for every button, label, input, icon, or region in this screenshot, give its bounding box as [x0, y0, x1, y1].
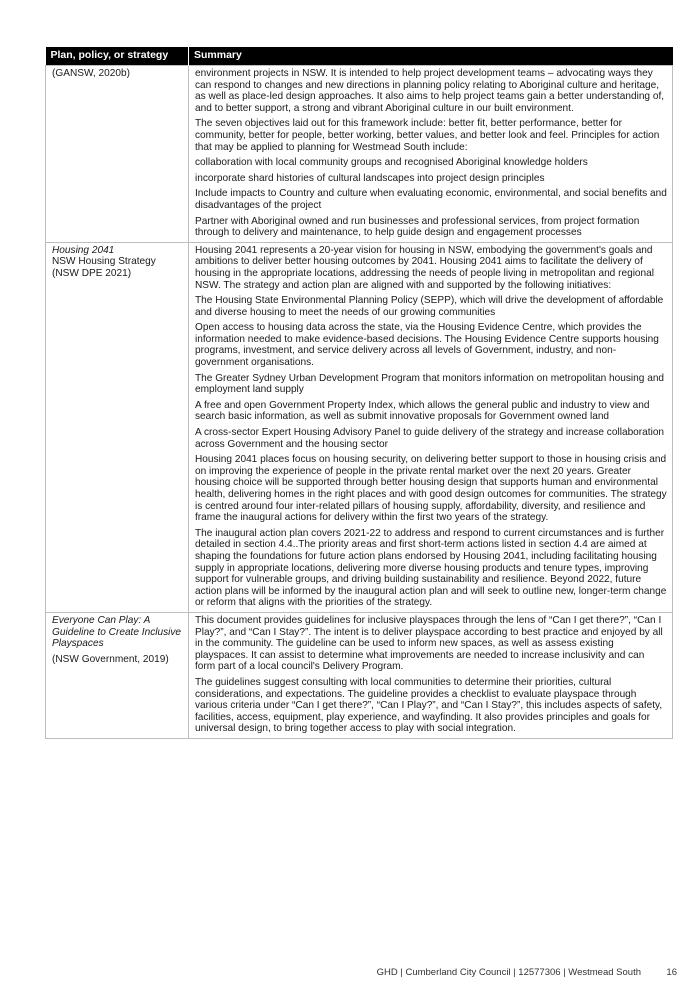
summary-paragraph: A free and open Government Property Index, which allows the general public and industry to view and search basic information, as well as submit innovative proposals for Government owned land	[195, 399, 650, 423]
footer-text: GHD | Cumberland City Council | 12577306 | Westmead South	[376, 967, 641, 978]
plan-title: Housing 2041	[52, 244, 115, 256]
summary-paragraph: This document provides guidelines for inclusive playspaces through the lens of “Can I get there?”, “Can I Play?”, and “Can I Stay?”. The intent is to deliver playspace according to best practice and enjoyed by all in the community. The guideline can be used to inform new spaces, as well as assess existing playspaces. It can assist to determine what improvements are needed to increase inclusivity and can form part of a local council's Delivery Program.	[195, 614, 663, 673]
summary-paragraph: The seven objectives laid out for this framework include: better fit, better performance, better for community, better for people, better working, better values, and better look and feel. Principles for action that may be applied to planning for Westmead South include:	[195, 118, 660, 153]
summary-cell	[189, 66, 673, 243]
summary-paragraph: Open access to housing data across the state, via the Housing Evidence Centre, which provides the information needed to make evidence-based decisions. The Housing Evidence Centre supports housing programs, investment, and service delivery across all levels of Government, industry, and non-government organisations.	[195, 322, 659, 369]
summary-paragraph: incorporate shard histories of cultural landscapes into project design principles	[195, 172, 545, 184]
policy-summary-table	[45, 47, 673, 739]
summary-paragraph: Partner with Aboriginal owned and run businesses and professional services, from project formation through to delivery and maintenance, to help guide design and engagement processes	[195, 215, 640, 239]
table-header-row	[46, 47, 673, 66]
document-page	[45, 47, 672, 739]
summary-paragraph: The inaugural action plan covers 2021-22 to address and respond to current circumstances and is further detailed in section 4.4..The priority areas and first short-term actions listed in section 4.4 are aimed at shaping the foundations for future action plans endorsed by Housing 2041, including facilitating housing supply in appropriate locations, delivering more diverse housing products and tenure types, improving support for vulnerable groups, and driving building sustainability and resilience. Beyond 2022, future action plans will be informed by the inaugural action plan and will seek to outline new, longer-term change or reform that aligns with the priorities of the strategy.	[195, 527, 667, 609]
summary-paragraph: A cross-sector Expert Housing Advisory Panel to guide delivery of the strategy and increase collaboration across Government and the housing sector	[195, 427, 665, 450]
plan-cell	[46, 66, 189, 243]
column-header-plan: Plan, policy, or strategy	[46, 47, 189, 66]
plan-citation: (NSW Government, 2019)	[52, 653, 169, 665]
table-row	[46, 612, 673, 738]
summary-cell	[189, 612, 673, 738]
summary-paragraph: The Greater Sydney Urban Development Program that monitors information on metropolitan housing and employment land supply	[195, 372, 665, 396]
plan-title: Everyone Can Play: A Guideline to Create Inclusive Playspaces	[52, 614, 182, 650]
column-header-summary: Summary	[189, 47, 673, 66]
plan-citation: (NSW DPE 2021)	[52, 267, 132, 279]
summary-paragraph: environment projects in NSW. It is intended to help project development teams – advocating ways they can respond to changes and new directions in planning policy relating to Aboriginal culture and heritage, as well as place-led design approaches. It also aims to help project teams gain a better understanding of, and to better support, a strong and vibrant Aboriginal culture in our built environment.	[195, 68, 665, 114]
plan-cell	[46, 242, 189, 612]
summary-paragraph: Housing 2041 represents a 20-year vision for housing in NSW, embodying the government's goals and ambitions to deliver better housing outcomes by 2041. Housing 2041 aims to facilitate the delivery of housing in the appropriate locations, addressing the needs of people living in metropolitan and regional NSW. The strategy and action plan are aligned with and supported by the following initiatives:	[195, 244, 655, 291]
plan-name: (GANSW, 2020b)	[52, 68, 130, 79]
summary-paragraph: collaboration with local community groups and recognised Aboriginal knowledge holders	[195, 157, 588, 169]
summary-paragraph: Include impacts to Country and culture when evaluating economic, environmental, and social benefits and disadvantages of the project	[195, 188, 667, 211]
table-row	[46, 242, 673, 612]
plan-cell	[46, 612, 189, 738]
summary-paragraph: Housing 2041 places focus on housing security, on delivering better support to those in housing crisis and on improving the experience of people in the private rental market over the next 20 years. Greater housing choice will be supported through better housing design that supports human and environmental health, delivering homes in the right places and with good design outcomes for communities. The strategy is centred around four inter-related pillars of housing supply, affordability, diversity, and resilience and frame the inaugural actions for delivery within the first two years of the strategy.	[195, 454, 667, 524]
summary-cell	[189, 242, 673, 612]
table-row	[46, 66, 673, 243]
plan-subtitle: NSW Housing Strategy	[52, 256, 156, 268]
page-number: 16	[666, 967, 677, 978]
summary-paragraph: The guidelines suggest consulting with local communities to determine their priorities, cultural considerations, and expectations. The guideline provides a checklist to evaluate playspace through various criteria under “Can I get there?”, “Can I Play?”, and “Can I Stay?”, this includes aspects of safety, facilities, access, equipment, play experience, and wayfinding. It also provides principles and goals for universal design, to bring together access to play with social integration.	[195, 676, 663, 735]
summary-paragraph: The Housing State Environmental Planning Policy (SEPP), which will drive the development of affordable and diverse housing to meet the needs of our growing communities	[195, 295, 664, 318]
